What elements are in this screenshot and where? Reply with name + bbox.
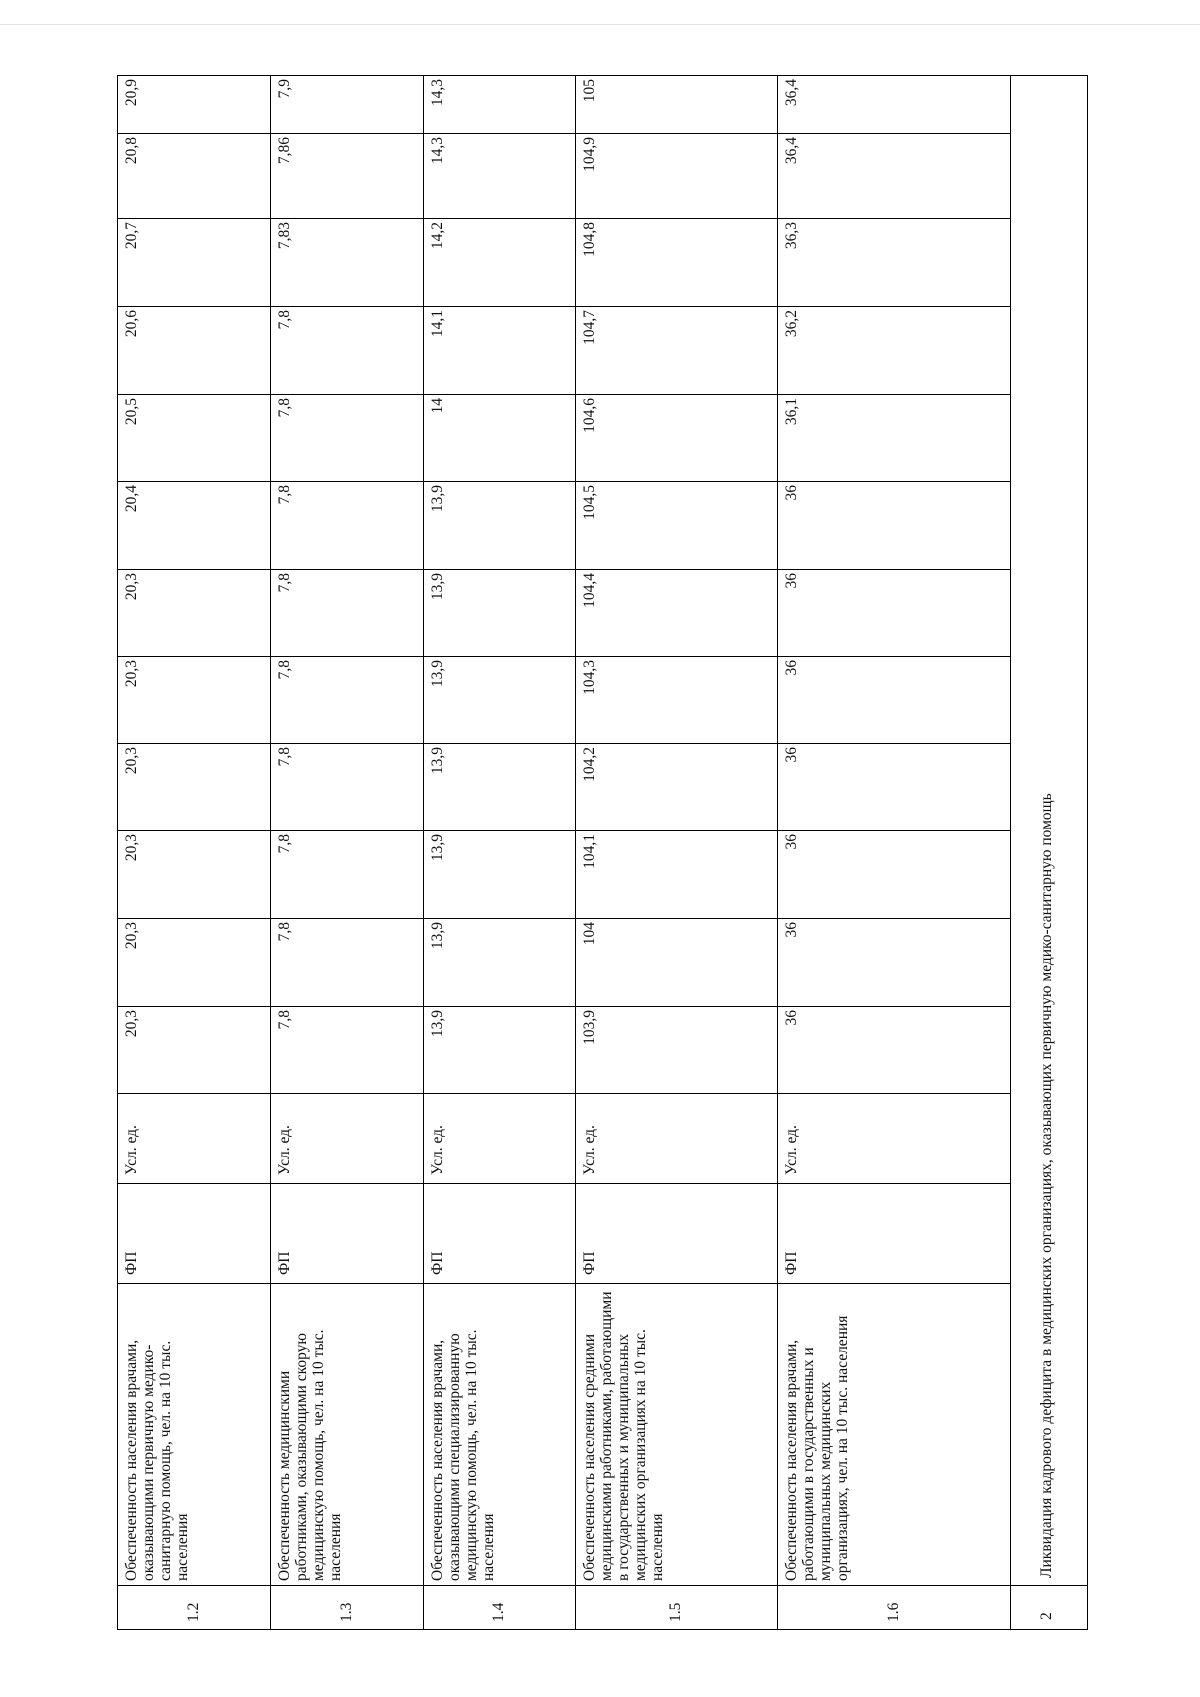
- value-cell: 7,8: [276, 922, 293, 942]
- value-cell: 104,2: [581, 747, 598, 782]
- value-cell: 14: [429, 398, 446, 414]
- value-cell: 36,2: [783, 310, 800, 338]
- value-cell: 7,8: [276, 485, 293, 505]
- value-cell: 7,8: [276, 310, 293, 330]
- value-cell: 36: [783, 573, 800, 589]
- value-cell: 7,83: [276, 222, 293, 250]
- column-separator: [117, 1183, 1010, 1184]
- value-cell: 7,9: [276, 79, 293, 99]
- value-cell: 7,8: [276, 398, 293, 418]
- value-cell: 13,9: [429, 660, 446, 688]
- row-number: 1.5: [667, 1602, 684, 1622]
- indicator-name: Обеспеченность медицинскими работниками, оказывающими скорую медицинскую помощь, чел. на 10 тыс. населения: [276, 1329, 344, 1581]
- value-column-separator: [117, 569, 1010, 570]
- value-cell: 20,3: [123, 573, 140, 601]
- source-cell: ФП: [123, 1251, 140, 1275]
- value-cell: 36: [783, 747, 800, 763]
- value-cell: 104,7: [581, 310, 598, 345]
- value-cell: 36,4: [783, 79, 800, 107]
- indicator-name: Обеспеченность населения врачами, оказывающими первичную медико-санитарную помощь, чел. на 10 тыс. населения: [123, 1339, 191, 1581]
- value-cell: 104,6: [581, 398, 598, 433]
- value-cell: 14,3: [429, 79, 446, 107]
- value-cell: 104,3: [581, 660, 598, 695]
- value-cell: 13,9: [429, 747, 446, 775]
- value-cell: 104: [581, 922, 598, 946]
- source-cell: ФП: [581, 1251, 598, 1275]
- value-cell: 105: [581, 79, 598, 103]
- value-cell: 20,5: [123, 398, 140, 426]
- value-cell: 20,7: [123, 222, 140, 250]
- value-cell: 13,9: [429, 485, 446, 513]
- value-column-separator: [117, 743, 1010, 744]
- value-cell: 103,9: [581, 1010, 598, 1045]
- unit-cell: Усл. ед.: [276, 1125, 293, 1175]
- row-number: 1.6: [884, 1602, 902, 1622]
- value-column-separator: [117, 918, 1010, 919]
- value-cell: 20,6: [123, 310, 140, 338]
- section-number-separator: [1010, 1585, 1088, 1586]
- row-separator: [575, 75, 576, 1630]
- value-cell: 36: [783, 922, 800, 938]
- value-cell: 7,8: [276, 573, 293, 593]
- value-column-separator: [117, 481, 1010, 482]
- value-cell: 14,2: [429, 222, 446, 250]
- column-separator: [117, 1093, 1010, 1094]
- row-number: 1.4: [490, 1602, 507, 1622]
- value-cell: 20,3: [123, 834, 140, 862]
- value-cell: 36: [783, 660, 800, 676]
- section-title: Ликвидация кадрового дефицита в медицинских организациях, оказывающих первичную медико-санитарную помощь: [1038, 793, 1055, 1578]
- row-separator: [777, 75, 778, 1630]
- value-cell: 20,3: [123, 747, 140, 775]
- value-cell: 20,3: [123, 660, 140, 688]
- value-cell: 20,3: [123, 1010, 140, 1038]
- column-separator: [117, 1585, 1010, 1586]
- value-column-separator: [117, 306, 1010, 307]
- value-cell: 36,1: [783, 398, 800, 426]
- value-cell: 13,9: [429, 834, 446, 862]
- column-separator: [117, 1283, 1010, 1284]
- source-cell: ФП: [276, 1251, 293, 1275]
- value-column-separator: [117, 656, 1010, 657]
- value-cell: 36: [783, 485, 800, 501]
- source-cell: ФП: [429, 1251, 446, 1275]
- value-column-separator: [117, 830, 1010, 831]
- value-cell: 13,9: [429, 922, 446, 950]
- value-cell: 104,9: [581, 137, 598, 172]
- indicator-name: Обеспеченность населения средними медицинскими работниками, работающими в государственных и муниципальных медицинских организациях на 10 тыс. населения: [581, 1291, 666, 1581]
- value-cell: 14,1: [429, 310, 446, 338]
- value-cell: 104,8: [581, 222, 598, 257]
- unit-cell: Усл. ед.: [581, 1125, 598, 1175]
- value-cell: 7,8: [276, 834, 293, 854]
- value-cell: 20,4: [123, 485, 140, 513]
- unit-cell: Усл. ед.: [429, 1125, 446, 1175]
- value-column-separator: [117, 1006, 1010, 1007]
- value-cell: 36,3: [783, 222, 800, 250]
- value-column-separator: [117, 394, 1010, 395]
- row-number: 1.3: [337, 1602, 355, 1622]
- value-cell: 104,5: [581, 485, 598, 520]
- value-cell: 36: [783, 834, 800, 850]
- value-column-separator: [117, 133, 1010, 134]
- value-cell: 7,86: [276, 137, 293, 165]
- row-separator: [423, 75, 424, 1630]
- value-cell: 13,9: [429, 1010, 446, 1038]
- row-number: 1.2: [184, 1602, 202, 1622]
- value-column-separator: [117, 218, 1010, 219]
- section-number: 2: [1038, 1612, 1055, 1620]
- value-cell: 20,9: [123, 79, 140, 107]
- value-cell: 20,3: [123, 922, 140, 950]
- value-cell: 104,1: [581, 834, 598, 869]
- value-cell: 104,4: [581, 573, 598, 608]
- value-cell: 20,8: [123, 137, 140, 165]
- value-cell: 7,8: [276, 1010, 293, 1030]
- value-cell: 7,8: [276, 660, 293, 680]
- value-cell: 36,4: [783, 137, 800, 165]
- value-cell: 14,3: [429, 137, 446, 165]
- source-cell: ФП: [783, 1251, 800, 1275]
- unit-cell: Усл. ед.: [783, 1125, 800, 1175]
- row-separator: [1010, 75, 1011, 1630]
- row-separator: [270, 75, 271, 1630]
- indicator-name: Обеспеченность населения врачами, оказывающими специализированную медицинскую помощь, чел. на 10 тыс. населения: [429, 1329, 497, 1581]
- value-cell: 13,9: [429, 573, 446, 601]
- value-cell: 7,8: [276, 747, 293, 767]
- value-cell: 36: [783, 1010, 800, 1026]
- indicator-name: Обеспеченность населения врачами, работающими в государственных и муниципальных медицинских организациях, чел. на 10 тыс. населения: [783, 1315, 851, 1581]
- unit-cell: Усл. ед.: [123, 1125, 140, 1175]
